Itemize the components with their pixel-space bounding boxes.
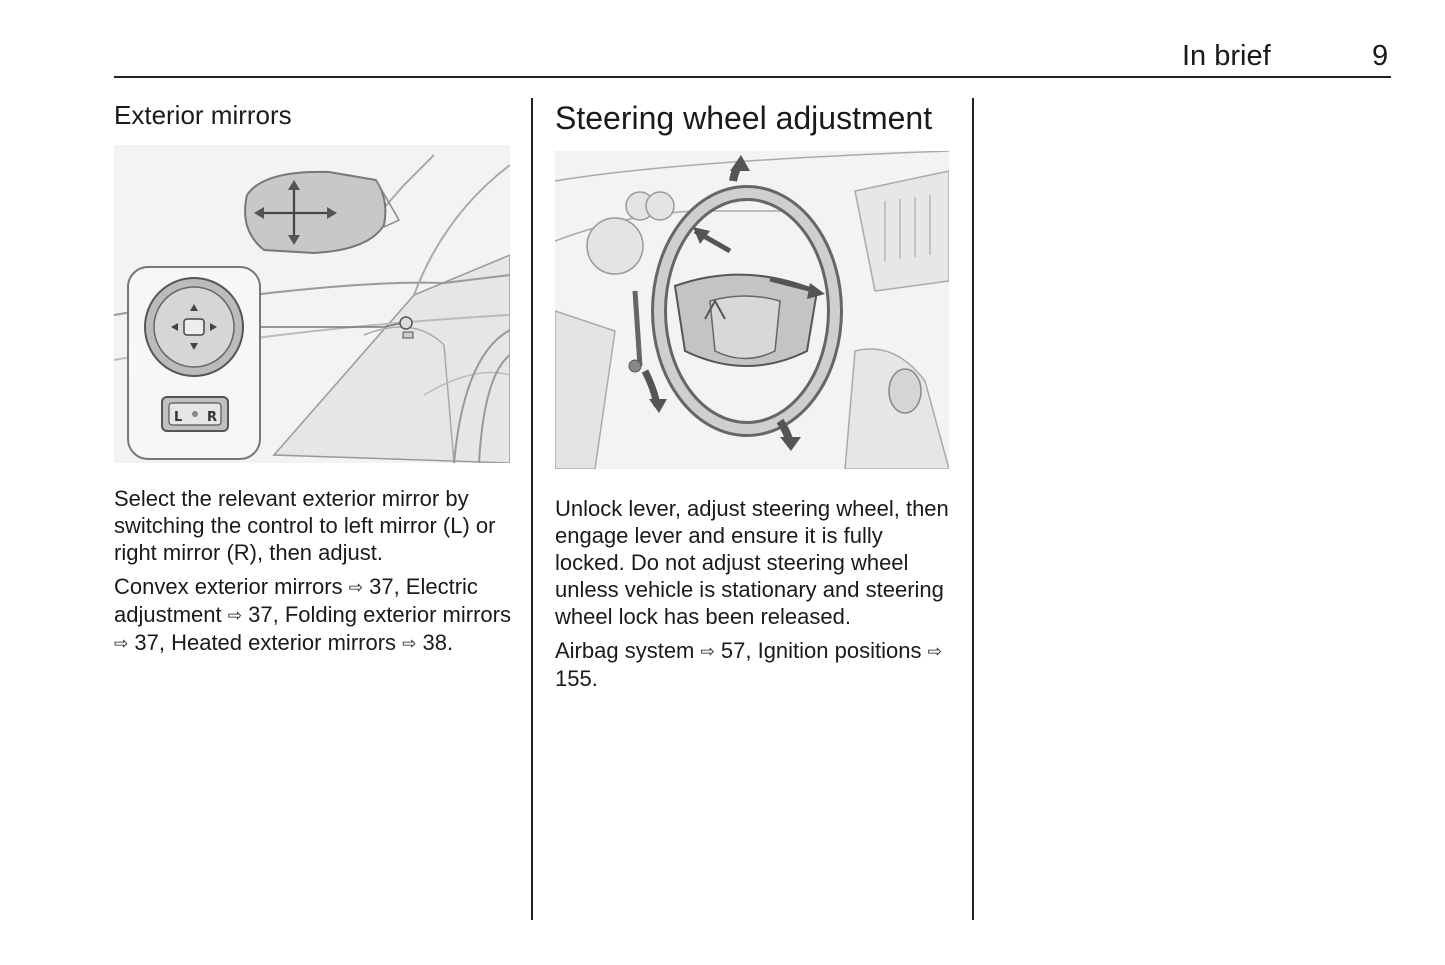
steering-wheel-illustration bbox=[555, 151, 949, 469]
switch-right-label: R bbox=[207, 410, 218, 425]
page-reference[interactable]: 38 bbox=[422, 630, 448, 655]
exterior-mirror-illustration bbox=[114, 145, 510, 463]
page-reference[interactable]: 155 bbox=[555, 666, 592, 691]
page-reference[interactable]: 37 bbox=[248, 602, 273, 627]
page-reference[interactable]: 37 bbox=[369, 574, 394, 599]
page-number: 9 bbox=[1372, 40, 1389, 72]
exterior-mirrors-section bbox=[114, 98, 514, 657]
ref-arrow-icon: ⇨ bbox=[114, 634, 129, 653]
column-divider-1 bbox=[531, 98, 533, 920]
section-heading: Steering wheel adjustment bbox=[555, 100, 933, 136]
ref-arrow-icon: ⇨ bbox=[700, 642, 715, 661]
header-divider bbox=[114, 76, 1391, 78]
column-divider-2 bbox=[972, 98, 974, 920]
page-reference[interactable]: 37 bbox=[134, 630, 159, 655]
ref-arrow-icon: ⇨ bbox=[927, 642, 942, 661]
ref-arrow-icon: ⇨ bbox=[402, 634, 417, 653]
mirror-instruction-paragraph: Select the relevant exterior mirror by switching the control to left mirror (L) or right mirror (R), then adjust. bbox=[114, 486, 496, 565]
ref-arrow-icon: ⇨ bbox=[227, 606, 242, 625]
steering-instruction-paragraph: Unlock lever, adjust steering wheel, then engage lever and ensure it is fully locked. Do not adjust steering wheel unless vehicle is stationary and steering wheel lock has been released. bbox=[555, 496, 949, 629]
ref-arrow-icon: ⇨ bbox=[348, 578, 363, 597]
switch-left-label: L bbox=[174, 410, 183, 425]
steering-wheel-section bbox=[555, 98, 955, 692]
section-title: In brief bbox=[1182, 40, 1271, 72]
page-reference[interactable]: 57 bbox=[720, 638, 746, 663]
section-heading: Exterior mirrors bbox=[114, 100, 292, 130]
steering-references-paragraph: Airbag system ⇨ 57, Ignition positions ⇨ 155. bbox=[555, 638, 942, 691]
mirror-references-paragraph: Convex exterior mirrors ⇨ 37, Electric adjustment ⇨ 37, Folding exterior mirrors ⇨ 37, Heated exterior mirrors ⇨ 38. bbox=[114, 574, 511, 655]
